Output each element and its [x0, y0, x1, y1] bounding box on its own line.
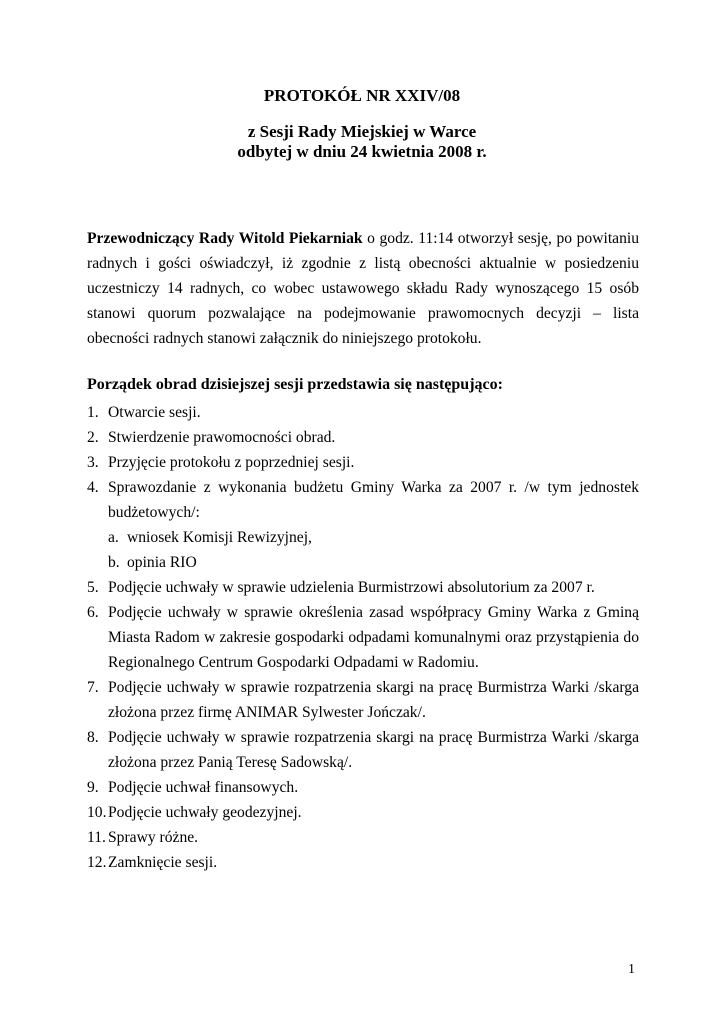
agenda-item-number: 6. — [87, 604, 99, 621]
agenda-item-number: 8. — [87, 729, 99, 746]
agenda-item-number: 10. — [87, 804, 107, 821]
agenda-item-number: 11. — [87, 829, 106, 846]
agenda-item-number: 12. — [87, 854, 107, 871]
agenda-subitem-letter: a. — [108, 529, 119, 546]
agenda-item-text: Przyjęcie protokołu z poprzedniej sesji. — [108, 454, 355, 471]
agenda-item-text: Stwierdzenie prawomocności obrad. — [108, 429, 336, 446]
agenda-item — [87, 675, 639, 725]
agenda-item — [87, 575, 639, 600]
agenda-item-text: Otwarcie sesji. — [108, 404, 201, 421]
agenda-item — [87, 475, 639, 525]
agenda-list — [87, 400, 639, 875]
agenda-item-text: Podjęcie uchwał finansowych. — [108, 779, 299, 796]
agenda-item — [87, 600, 639, 675]
agenda-item — [87, 825, 639, 850]
agenda-item-number: 1. — [87, 404, 99, 421]
agenda-subitem-text: opinia RIO — [127, 554, 197, 571]
agenda-item-text: Sprawozdanie z wykonania budżetu Gminy Warka za 2007 r. /w tym jednostek budżetowych/: — [108, 479, 639, 521]
agenda-item — [87, 450, 639, 475]
agenda-item-text: Podjęcie uchwały geodezyjnej. — [108, 804, 302, 821]
agenda-item-text: Zamknięcie sesji. — [108, 854, 218, 871]
agenda-item-text: Podjęcie uchwały w sprawie rozpatrzenia skargi na pracę Burmistrza Warki /skarga złożona przez Panią Teresę Sadowską/. — [108, 729, 639, 771]
agenda-item-text: Podjęcie uchwały w sprawie udzielenia Burmistrzowi absolutorium za 2007 r. — [108, 579, 595, 596]
agenda-item — [87, 725, 639, 775]
agenda-item-number: 9. — [87, 779, 99, 796]
intro-chairman: Przewodniczący Rady Witold Piekarniak — [87, 230, 363, 247]
agenda-subitem — [87, 550, 639, 575]
subtitle-line-2: odbytej w dniu 24 kwietnia 2008 r. — [237, 142, 487, 161]
agenda-item — [87, 850, 639, 875]
agenda-subitem-letter: b. — [108, 554, 120, 571]
intro-paragraph — [87, 226, 639, 351]
agenda-item-text: Sprawy różne. — [108, 829, 199, 846]
page-number: 1 — [628, 962, 635, 977]
intro-text: o godz. 11:14 otworzył sesję, po powitaniu radnych i gości oświadczył, iż zgodnie z listą obecności aktualnie w posiedzeniu uczestniczy 14 radnych, co wobec ustawowego składu Rady wynoszącego 15 osób stanowi quorum pozwalające na podejmowanie prawomocnych decyzji – lista obecności radnych stanowi załącznik do niniejszego protokołu. — [87, 230, 640, 347]
agenda-subitem — [87, 525, 639, 550]
agenda-item-number: 4. — [87, 479, 99, 496]
agenda-item-number: 2. — [87, 429, 99, 446]
agenda-item-number: 7. — [87, 679, 99, 696]
agenda-item — [87, 800, 639, 825]
agenda-item — [87, 400, 639, 425]
agenda-heading: Porządek obrad dzisiejszej sesji przedstawia się następująco: — [87, 376, 503, 393]
agenda-item-number: 3. — [87, 454, 99, 471]
subtitle-line-1: z Sesji Rady Miejskiej w Warce — [247, 122, 477, 141]
agenda-item-text: Podjęcie uchwały w sprawie rozpatrzenia skargi na pracę Burmistrza Warki /skarga złożona przez firmę ANIMAR Sylwester Jończak/. — [108, 679, 639, 721]
agenda-item-text: Podjęcie uchwały w sprawie określenia zasad współpracy Gminy Warka z Gminą Miasta Radom w zakresie gospodarki odpadami komunalnymi oraz przystąpienia do Regionalnego Centrum Gospodarki Odpadami w Radomiu. — [108, 604, 639, 671]
document-title: PROTOKÓŁ NR XXIV/08 — [263, 86, 461, 105]
agenda-item — [87, 775, 639, 800]
document-subtitle — [0, 122, 724, 162]
agenda-subitem-text: wniosek Komisji Rewizyjnej, — [127, 529, 312, 546]
agenda-item-number: 5. — [87, 579, 99, 596]
agenda-item — [87, 425, 639, 450]
